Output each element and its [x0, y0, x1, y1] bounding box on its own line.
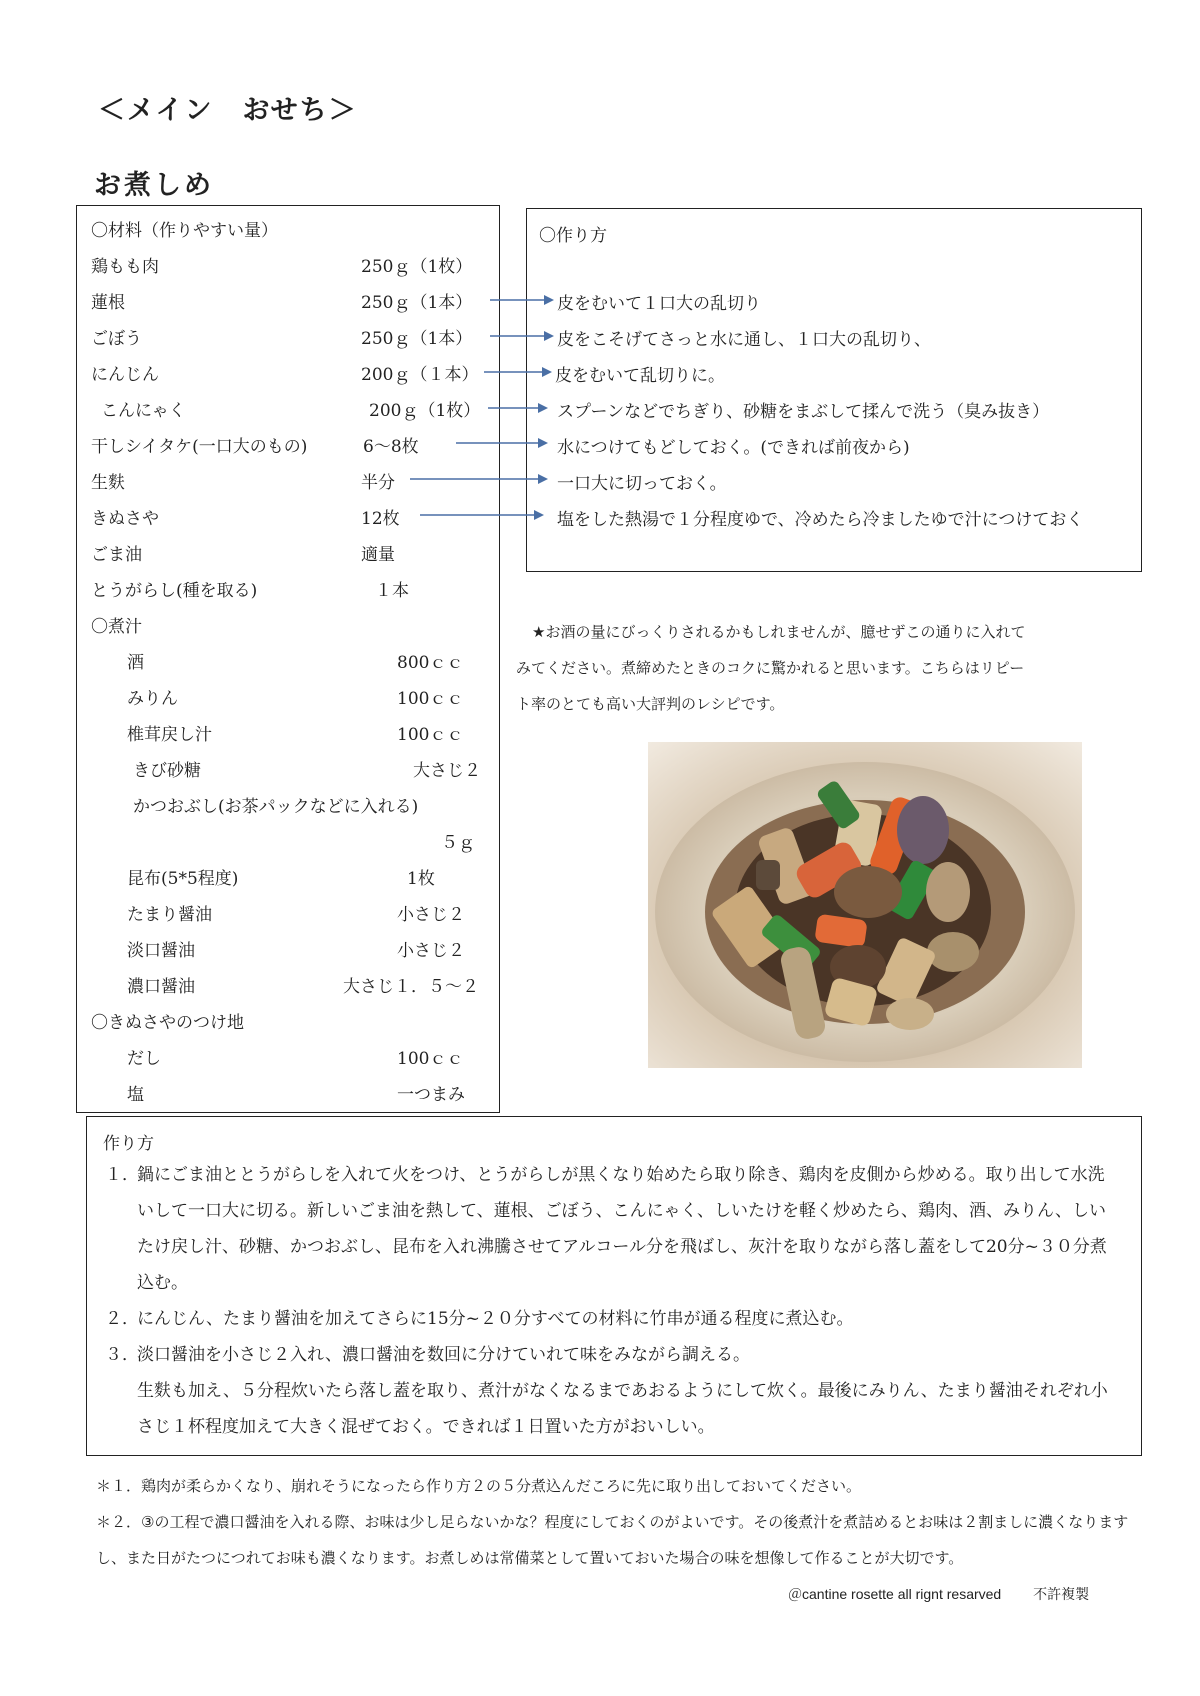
ingredient-amount: 250ｇ（1本）	[361, 329, 473, 349]
ingredients-box	[76, 205, 500, 1113]
broth-name: 濃口醤油	[127, 977, 195, 997]
ingredient-amount: 250ｇ（1枚）	[361, 257, 473, 277]
prep-step: 一口大に切っておく。	[557, 474, 727, 494]
step-text: にんじん、たまり醤油を加えてさらに15分~２０分すべての材料に竹串が通る程度に煮込む。	[137, 1309, 854, 1329]
broth-name: みりん	[127, 689, 178, 709]
broth-heading: 〇煮汁	[91, 617, 142, 637]
prep-step: 皮をむいて１口大の乱切り	[557, 294, 761, 314]
footnote: ＊１．鶏肉が柔らかくなり、崩れそうになったら作り方２の５分煮込んだころに先に取り出しておいてください。	[96, 1477, 862, 1495]
ingredient-amount: 12枚	[361, 509, 400, 529]
ingredient-name: にんじん	[91, 365, 159, 385]
ingredient-amount: 200ｇ（１本）	[361, 365, 479, 385]
prep-box	[526, 208, 1142, 572]
ingredient-amount: 半分	[361, 473, 395, 493]
note-line: みてください。煮締めたときのコクに驚かれると思います。こちらはリピー	[516, 659, 1025, 677]
ingredient-name: 鶏もも肉	[91, 257, 159, 277]
ingredient-amount: 200ｇ（1枚）	[369, 401, 481, 421]
prep-step: スプーンなどでちぎり、砂糖をまぶして揉んで洗う（臭み抜き）	[557, 402, 1050, 422]
step-text: 鍋にごま油ととうがらしを入れて火をつけ、とうがらしが黒くなり始めたら取り除き、鶏肉を皮側から炒める。取り出して水洗いして一口大に切る。新しいごま油を熱して、蓮根、ごぼう、こんにゃく、しいたけを軽く炒めたら、鶏肉、酒、みりん、しいたけ戻し汁、砂糖、かつおぶし、昆布を入れ沸騰させてアルコール分を飛ばし、灰汁を取りながら落し蓋をして20分~３０分煮込む。	[137, 1165, 1107, 1293]
broth-amount: 800ｃｃ	[397, 653, 464, 673]
method-step	[87, 1373, 1137, 1445]
ingredient-name: 干しシイタケ(一口大のもの)	[91, 437, 308, 457]
prep-step: 塩をした熱湯で１分程度ゆで、冷めたら冷ましたゆで汁につけておく	[557, 510, 1084, 530]
method-box	[86, 1116, 1142, 1456]
prep-step: 水につけてもどしておく。(できれば前夜から)	[557, 438, 910, 458]
step-text: 淡口醤油を小さじ２入れ、濃口醤油を数回に分けていれて味をみながら調える。	[137, 1345, 751, 1365]
ingredient-name: 生麩	[91, 473, 125, 493]
broth-amount: 100ｃｃ	[397, 725, 464, 745]
prep-heading: 〇作り方	[539, 226, 607, 246]
note-line: ト率のとても高い大評判のレシピです。	[516, 695, 785, 713]
dip-heading: 〇きぬさやのつけ地	[91, 1013, 244, 1033]
ingredient-amount: １本	[375, 581, 409, 601]
broth-amount: 小さじ２	[397, 941, 465, 961]
broth-name: たまり醤油	[127, 905, 212, 925]
step-text: 生麩も加え、５分程炊いたら落し蓋を取り、煮汁がなくなるまであおるようにして炊く。最後にみりん、たまり醤油それぞれ小さじ１杯程度加えて大きく混ぜておく。できれば１日置いた方がおいしい。	[137, 1381, 1108, 1437]
ingredient-amount: 適量	[361, 545, 395, 565]
broth-amount: ５ｇ	[441, 833, 475, 853]
dish-title: お煮しめ	[94, 170, 214, 201]
broth-amount: 1枚	[407, 869, 435, 889]
broth-name: 酒	[127, 653, 144, 673]
ingredient-name: きぬさや	[91, 509, 159, 529]
ingredient-amount: 6～8枚	[363, 437, 419, 457]
ingredient-name: ごぼう	[91, 329, 142, 349]
section-title: ＜メイン おせち＞	[98, 95, 358, 126]
prep-step: 皮をむいて乱切りに。	[555, 366, 725, 386]
ingredient-name: とうがらし(種を取る)	[91, 581, 258, 601]
copyright	[788, 1584, 1089, 1604]
ingredients-heading: 〇材料（作りやすい量）	[91, 221, 278, 241]
broth-name: かつおぶし(お茶パックなどに入れる)	[133, 797, 419, 817]
dip-name: だし	[127, 1049, 161, 1069]
ingredient-name: ごま油	[91, 545, 142, 565]
method-step	[87, 1157, 1137, 1301]
broth-name: 椎茸戻し汁	[127, 725, 212, 745]
method-step	[87, 1337, 1137, 1373]
broth-amount: 大さじ１．５～２	[343, 977, 479, 997]
broth-name: 淡口醤油	[127, 941, 195, 961]
copyright-text: ＠cantine rosette all rignt resarved	[788, 1586, 1002, 1602]
note-block	[516, 614, 1076, 722]
method-step	[87, 1301, 1137, 1337]
footnote: ＊２．③の工程で濃口醤油を入れる際、お味は少し足らないかな？程度にしておくのがよいです。その後煮汁を煮詰めるとお味は２割ましに濃くなりますし、また日がたつにつれてお味も濃くなります。お煮しめは常備菜として置いておいた場合の味を想像して作ることが大切です。	[96, 1513, 1129, 1567]
prep-step: 皮をこそげてさっと水に通し、１口大の乱切り、	[557, 330, 931, 350]
dip-amount: 100ｃｃ	[397, 1049, 464, 1069]
dish-photo	[648, 742, 1082, 1068]
step-number: １．	[105, 1165, 139, 1185]
method-heading: 作り方	[103, 1134, 154, 1154]
broth-amount: 大さじ２	[413, 761, 481, 781]
broth-amount: 小さじ２	[397, 905, 465, 925]
broth-name: 昆布(5*5程度)	[127, 869, 239, 889]
note-line: ★お酒の量にびっくりされるかもしれませんが、臆せずこの通りに入れて	[532, 623, 1026, 641]
step-number: ２．	[105, 1309, 139, 1329]
dip-amount: 一つまみ	[397, 1085, 465, 1105]
copy-notice: 不許複製	[1033, 1587, 1090, 1603]
ingredient-name: 蓮根	[91, 293, 125, 313]
step-number: ３．	[105, 1345, 139, 1365]
ingredient-name: こんにゃく	[101, 401, 186, 421]
broth-name: きび砂糖	[133, 761, 201, 781]
dip-name: 塩	[127, 1085, 144, 1105]
ingredient-amount: 250ｇ（1本）	[361, 293, 473, 313]
broth-amount: 100ｃｃ	[397, 689, 464, 709]
